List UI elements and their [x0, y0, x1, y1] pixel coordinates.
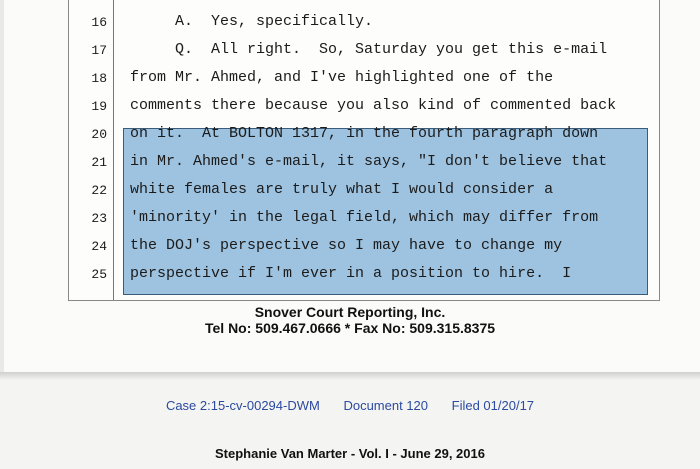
- line-number: 17: [91, 43, 107, 58]
- document-number: Document 120: [343, 398, 429, 413]
- line-number: 22: [91, 183, 107, 198]
- line-text: comments there because you also kind of commented back: [130, 97, 617, 114]
- filed-date: Filed 01/20/17: [451, 398, 535, 413]
- line-text: from Mr. Ahmed, and I've highlighted one of the: [130, 69, 554, 86]
- line-number: 16: [91, 15, 107, 30]
- line-text: Q. All right. So, Saturday you get this e-mail: [130, 41, 608, 58]
- transcript-line: [69, 148, 659, 176]
- transcript-line: [69, 120, 659, 148]
- line-number: 18: [91, 71, 107, 86]
- line-text: perspective if I'm ever in a position to hire. I: [130, 265, 572, 282]
- transcript-line: [69, 8, 659, 36]
- transcript-line: [69, 92, 659, 120]
- reporter-name: Snover Court Reporting, Inc.: [254, 304, 446, 320]
- transcript-line: [69, 204, 659, 232]
- line-text: in Mr. Ahmed's e-mail, it says, "I don't believe that: [130, 153, 608, 170]
- transcript-box: [68, 0, 660, 301]
- transcript-line: [69, 232, 659, 260]
- line-number: 25: [91, 267, 107, 282]
- page-divider: [0, 372, 700, 380]
- line-number: 20: [91, 127, 107, 142]
- line-number: 21: [91, 155, 107, 170]
- line-text: white females are truly what I would consider a: [130, 181, 554, 198]
- reporter-contact: Tel No: 509.467.0666 * Fax No: 509.315.8375: [204, 320, 496, 336]
- case-number: Case 2:15-cv-00294-DWM: [165, 398, 320, 413]
- line-number: 24: [91, 239, 107, 254]
- line-text: 'minority' in the legal field, which may differ from: [130, 209, 599, 226]
- case-header: [0, 398, 700, 413]
- line-text: the DOJ's perspective so I may have to change my: [130, 237, 563, 254]
- transcript-line: [69, 176, 659, 204]
- transcript-line: [69, 64, 659, 92]
- line-number: 19: [91, 99, 107, 114]
- transcript-line: [69, 260, 659, 288]
- line-number: 23: [91, 211, 107, 226]
- line-text: A. Yes, specifically.: [130, 13, 374, 30]
- transcript-line: [69, 36, 659, 64]
- line-text: on it. At BOLTON 1317, in the fourth paragraph down: [130, 125, 599, 142]
- deposition-title: Stephanie Van Marter - Vol. I - June 29, 2016: [215, 446, 485, 461]
- court-reporter-info: [0, 304, 700, 336]
